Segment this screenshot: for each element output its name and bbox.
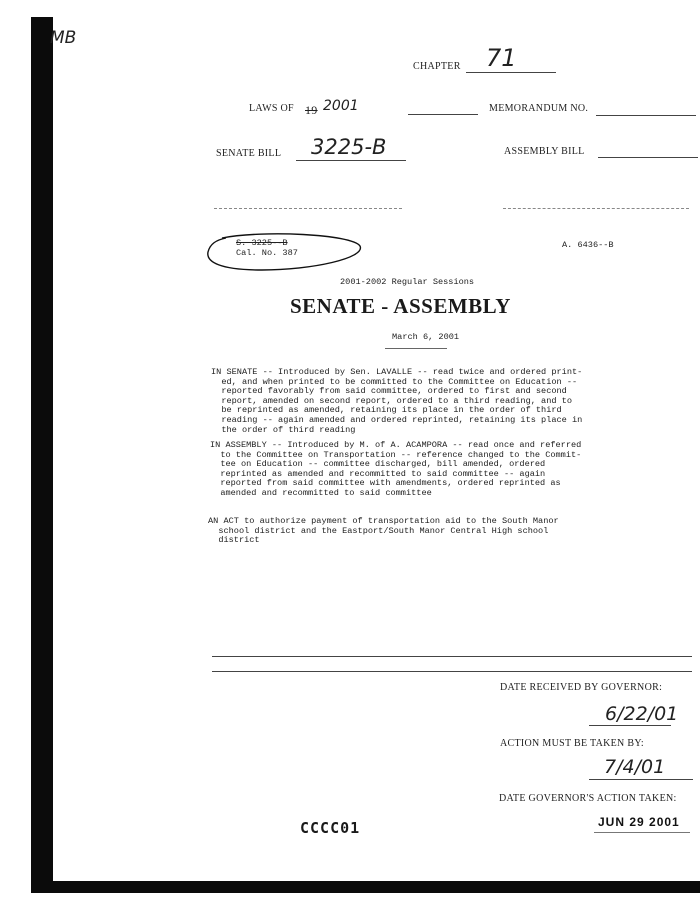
senate-history-line: reading -- again amended and ordered reprinted, retaining its place in	[211, 414, 583, 425]
date-received-label: DATE RECEIVED BY GOVERNOR:	[500, 682, 663, 693]
laws-underline	[408, 114, 478, 115]
act-title-line: school district and the Eastport/South Manor Central High school	[208, 525, 549, 536]
governor-action-underline	[594, 832, 690, 833]
scan-left-edge	[31, 17, 53, 893]
senate-history-line: ed, and when printed to be committed to the Committee on Education --	[211, 376, 578, 387]
chapter-label: CHAPTER	[413, 61, 461, 72]
footer-rule-1	[212, 656, 692, 657]
governor-action-stamp: JUN 29 2001	[598, 815, 680, 829]
senate-history	[211, 368, 582, 435]
action-deadline-label: ACTION MUST BE TAKEN BY:	[500, 738, 645, 749]
session-line: 2001-2002 Regular Sessions	[340, 277, 475, 287]
memorandum-label: MEMORANDUM NO.	[489, 103, 589, 114]
senate-print-number: S. 3225--B	[236, 238, 288, 248]
assembly-bill-underline	[598, 157, 698, 158]
senate-history-line: reported favorably from said committee, ordered to first and second	[211, 386, 567, 397]
chapter-value: 71	[486, 44, 517, 72]
calendar-number: Cal. No. 387	[236, 248, 298, 258]
act-title	[208, 517, 559, 546]
laws-year: 2001	[323, 98, 359, 114]
senate-history-line: the order of third reading	[211, 424, 356, 435]
footer-rule-2	[212, 671, 692, 672]
assembly-history	[210, 441, 581, 499]
memorandum-underline	[596, 115, 696, 116]
chapter-underline	[466, 72, 556, 73]
laws-struck-century: 19	[305, 103, 318, 117]
action-deadline-value: 7/4/01	[604, 756, 666, 778]
senate-bill-underline	[296, 160, 406, 161]
assembly-history-line: reprinted as amended and recommitted to said committee -- again	[210, 468, 546, 479]
date-received-value: 6/22/01	[605, 703, 679, 725]
divider-left	[214, 208, 402, 209]
senate-bill-number: 3225-B	[311, 135, 387, 159]
senate-history-line: report, amended on second report, ordered to a third reading, and to	[211, 395, 572, 406]
laws-label: LAWS OF	[249, 103, 294, 114]
date-received-underline	[589, 725, 671, 726]
date-underline	[385, 348, 447, 349]
page-number-stamp: CCCC01	[300, 819, 361, 837]
assembly-history-line: amended and recommitted to said committee	[210, 487, 432, 498]
governor-action-label: DATE GOVERNOR'S ACTION TAKEN:	[499, 793, 677, 804]
assembly-history-line: to the Committee on Transportation -- reference changed to the Commit-	[210, 449, 582, 460]
senate-bill-label: SENATE BILL	[216, 148, 282, 159]
divider-right	[503, 208, 689, 209]
assembly-history-line: IN ASSEMBLY -- Introduced by M. of A. ACAMPORA -- read once and referred	[210, 440, 582, 450]
assembly-history-line: tee on Education -- committee discharged, bill amended, ordered	[210, 459, 546, 470]
assembly-bill-label: ASSEMBLY BILL	[504, 146, 585, 157]
action-deadline-underline	[589, 779, 693, 780]
document-title: SENATE - ASSEMBLY	[290, 294, 511, 318]
senate-history-line: be reprinted as amended, retaining its place in the order of third	[211, 405, 562, 416]
act-title-line: AN ACT to authorize payment of transportation aid to the South Manor	[208, 516, 559, 526]
act-title-line: district	[208, 535, 260, 546]
assembly-print-number: A. 6436--B	[562, 240, 614, 250]
margin-initials: MB	[50, 28, 77, 48]
assembly-history-line: reported from said committee with amendments, ordered reprinted as	[210, 478, 561, 489]
document-date: March 6, 2001	[392, 332, 460, 342]
scan-bottom-edge	[31, 881, 700, 893]
senate-history-line: IN SENATE -- Introduced by Sen. LAVALLE -- read twice and ordered print-	[211, 367, 583, 377]
